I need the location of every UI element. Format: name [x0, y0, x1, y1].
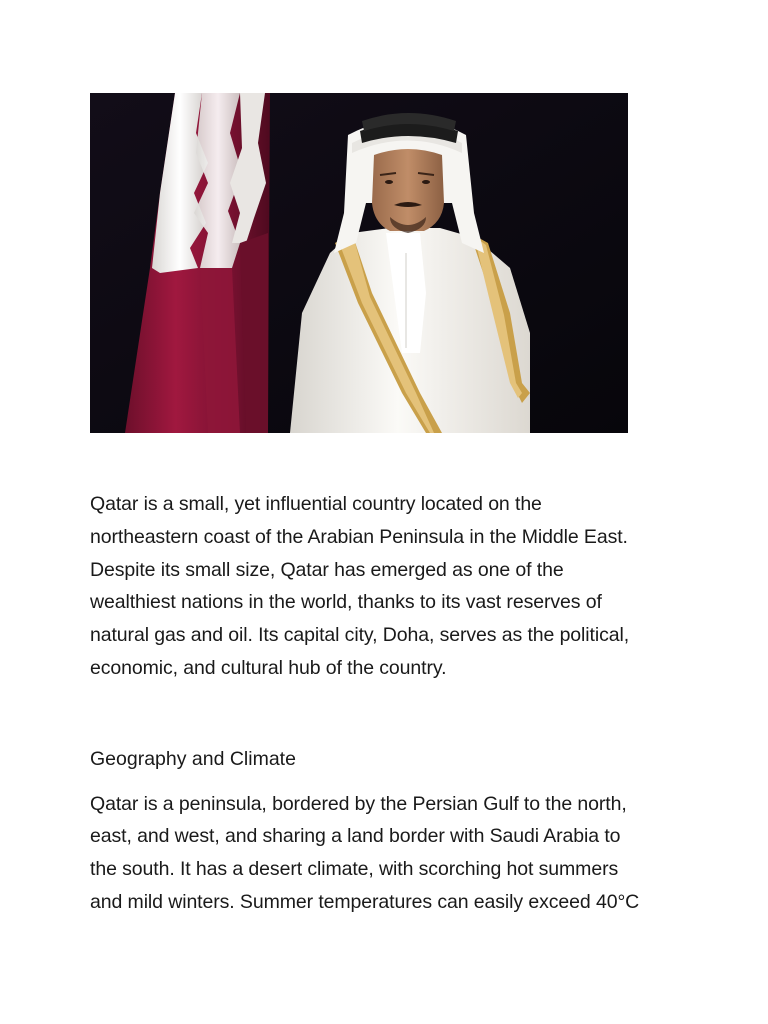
- intro-line: northeastern coast of the Arabian Peninsula in the Middle East.: [90, 525, 628, 548]
- document-body: [90, 488, 690, 919]
- geography-paragraph: [90, 788, 690, 919]
- geography-line: Qatar is a peninsula, bordered by the Persian Gulf to the north,: [90, 792, 627, 815]
- portrait-illustration: [90, 93, 628, 433]
- face-graphic: [372, 149, 444, 233]
- intro-line: Despite its small size, Qatar has emerged as one of the: [90, 558, 564, 581]
- portrait-photo: [90, 93, 628, 433]
- intro-line: Qatar is a small, yet influential country located on the: [90, 493, 542, 515]
- intro-paragraph: [90, 488, 690, 685]
- intro-line: wealthiest nations in the world, thanks to its vast reserves of: [90, 591, 602, 614]
- geography-line: the south. It has a desert climate, with scorching hot summers: [90, 858, 619, 881]
- geography-line: east, and west, and sharing a land border with Saudi Arabia to: [90, 825, 621, 848]
- intro-line: economic, and cultural hub of the country.: [90, 656, 447, 679]
- section-heading: Geography and Climate: [90, 747, 296, 770]
- intro-line: natural gas and oil. Its capital city, Doha, serves as the political,: [90, 624, 630, 647]
- geography-line: and mild winters. Summer temperatures can easily exceed 40°C: [90, 890, 640, 913]
